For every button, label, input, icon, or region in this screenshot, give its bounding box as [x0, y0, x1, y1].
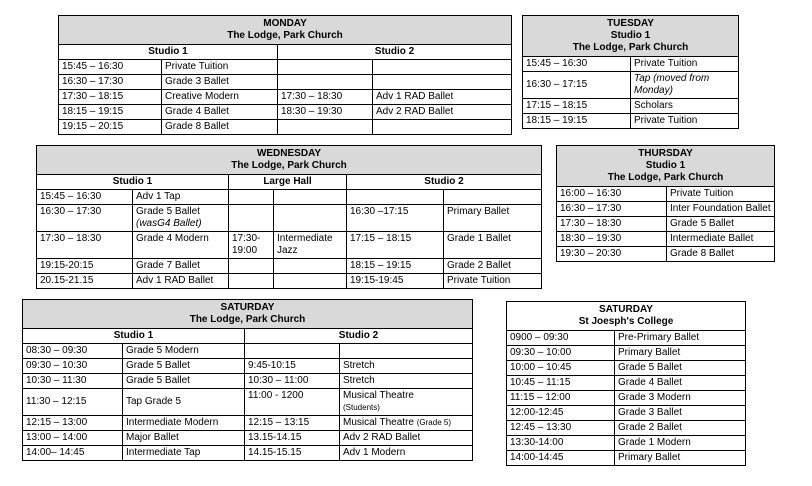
thursday-venue: The Lodge, Park Church [607, 172, 724, 183]
time-cell: 19:15-20:15 [37, 259, 133, 274]
students-note: (Students) [343, 403, 380, 412]
time-cell: 17:30 – 18:15 [59, 90, 162, 105]
thursday-table [556, 145, 775, 262]
class-cell: Grade 5 Ballet [123, 374, 245, 389]
table-row [23, 431, 473, 446]
table-row [523, 57, 739, 72]
saturday-lodge-venue: The Lodge, Park Church [189, 314, 306, 325]
tap-moved-note: Tap (moved from Monday) [634, 73, 710, 96]
saturday-lodge-header [23, 300, 473, 329]
table-row [507, 421, 746, 436]
time-cell: 13:00 – 14:00 [23, 431, 123, 446]
monday-studio1-header: Studio 1 [59, 45, 278, 60]
time-cell: 19:15 – 20:15 [59, 120, 162, 135]
time-cell: 17:30-19:00 [229, 232, 274, 259]
class-cell: Primary Ballet [444, 205, 542, 232]
class-cell: Scholars [631, 99, 739, 114]
table-row [37, 205, 542, 232]
thursday-day: THURSDAY [638, 148, 693, 159]
class-cell: Private Tuition [162, 60, 278, 75]
class-cell: Creative Modern [162, 90, 278, 105]
class-cell: Grade 4 Ballet [615, 376, 746, 391]
class-cell: Private Tuition [667, 187, 775, 202]
table-row [23, 344, 473, 359]
time-cell: 10:30 – 11:30 [23, 374, 123, 389]
class-cell: Grade 5 Ballet [615, 361, 746, 376]
class-cell: Grade 3 Modern [615, 391, 746, 406]
class-cell: Grade 5 Modern [123, 344, 245, 359]
table-row [23, 359, 473, 374]
class-cell [274, 205, 347, 232]
time-cell [347, 190, 444, 205]
class-cell [631, 72, 739, 99]
time-cell: 15:45 – 16:30 [37, 190, 133, 205]
time-cell: 16:30 – 17:30 [59, 75, 162, 90]
time-cell: 0900 – 09:30 [507, 331, 615, 346]
grade5-note: (Grade 5) [416, 418, 451, 427]
time-cell: 11:15 – 12:00 [507, 391, 615, 406]
time-cell: 16:00 – 16:30 [557, 187, 667, 202]
class-cell [274, 190, 347, 205]
time-cell: 12:00-12:45 [507, 406, 615, 421]
class-cell: Grade 5 Ballet [667, 217, 775, 232]
saturday-college-header [507, 302, 746, 331]
class-cell: Intermediate Ballet [667, 232, 775, 247]
time-cell: 19:15-19:45 [347, 274, 444, 289]
thursday-studio: Studio 1 [645, 160, 686, 171]
class-cell: Grade 3 Ballet [162, 75, 278, 90]
time-cell: 11:30 – 12:15 [23, 389, 123, 416]
table-row [523, 99, 739, 114]
time-cell: 10:30 – 11:00 [245, 374, 340, 389]
class-cell: Primary Ballet [615, 346, 746, 361]
class-cell: Grade 5 Ballet [123, 359, 245, 374]
monday-venue: The Lodge, Park Church [227, 30, 343, 41]
table-row [23, 446, 473, 461]
table-row [507, 436, 746, 451]
table-row [507, 346, 746, 361]
class-cell: Adv 1 RAD Ballet [133, 274, 229, 289]
table-row [23, 374, 473, 389]
time-cell: 17:30 – 18:30 [557, 217, 667, 232]
class-cell [373, 60, 512, 75]
time-cell: 9:45-10:15 [245, 359, 340, 374]
time-cell: 10:45 – 11:15 [507, 376, 615, 391]
class-cell: Major Ballet [123, 431, 245, 446]
table-row [23, 416, 473, 431]
wednesday-day: WEDNESDAY [256, 148, 322, 159]
thursday-header [557, 146, 775, 187]
monday-studio2-header: Studio 2 [278, 45, 512, 60]
time-cell: 09:30 – 10:30 [23, 359, 123, 374]
time-cell [245, 344, 340, 359]
time-cell [229, 205, 274, 232]
class-cell: Intermediate Modern [123, 416, 245, 431]
time-cell: 12:15 – 13:15 [245, 416, 340, 431]
class-cell [133, 205, 229, 232]
class-cell: Private Tuition [444, 274, 542, 289]
time-cell: 08:30 – 09:30 [23, 344, 123, 359]
time-cell: 12:15 – 13:00 [23, 416, 123, 431]
class-cell [340, 416, 473, 431]
time-cell: 13:30-14:00 [507, 436, 615, 451]
table-row [37, 274, 542, 289]
class-cell: Grade 3 Ballet [615, 406, 746, 421]
time-cell: 18:15 – 19:15 [523, 114, 631, 129]
table-row [557, 202, 775, 217]
class-cell: Pre-Primary Ballet [615, 331, 746, 346]
table-row [557, 187, 775, 202]
saturday-college-venue: St Joesph's College [578, 316, 674, 327]
tuesday-day: TUESDAY [607, 18, 654, 29]
table-row [507, 406, 746, 421]
class-cell: Private Tuition [631, 57, 739, 72]
class-name: Musical Theatre [343, 417, 414, 428]
table-row [59, 120, 512, 135]
class-cell: Intermediate Tap [123, 446, 245, 461]
class-cell: Grade 1 Ballet [444, 232, 542, 259]
time-cell: 17:30 – 18:30 [278, 90, 373, 105]
time-cell: 17:15 – 18:15 [523, 99, 631, 114]
class-cell: Private Tuition [631, 114, 739, 129]
class-cell: Grade 8 Ballet [162, 120, 278, 135]
class-cell: Adv 1 RAD Ballet [373, 90, 512, 105]
table-row [37, 232, 542, 259]
time-cell: 15:45 – 16:30 [523, 57, 631, 72]
class-cell: Adv 1 Tap [133, 190, 229, 205]
class-cell: Intermediate Jazz [274, 232, 347, 259]
time-cell: 15:45 – 16:30 [59, 60, 162, 75]
table-row [557, 217, 775, 232]
class-cell [340, 344, 473, 359]
saturday-lodge-table [22, 299, 473, 461]
wednesday-venue: The Lodge, Park Church [231, 160, 347, 171]
table-row [507, 331, 746, 346]
saturday-studio2-header: Studio 2 [245, 329, 473, 344]
class-cell: Tap Grade 5 [123, 389, 245, 416]
class-cell: Grade 4 Modern [133, 232, 229, 259]
time-cell: 19:30 – 20:30 [557, 247, 667, 262]
table-row [507, 391, 746, 406]
class-cell [444, 190, 542, 205]
table-row [557, 232, 775, 247]
time-cell: 20.15-21.15 [37, 274, 133, 289]
class-cell: Grade 2 Ballet [444, 259, 542, 274]
saturday-college-table [506, 301, 746, 466]
monday-table [58, 15, 512, 135]
class-cell [274, 274, 347, 289]
class-cell: Stretch [340, 374, 473, 389]
was-g4-note: (wasG4 Ballet) [136, 218, 202, 229]
time-cell [229, 274, 274, 289]
class-cell: Adv 2 RAD Ballet [340, 431, 473, 446]
time-cell [229, 190, 274, 205]
table-row [23, 389, 473, 416]
time-cell [278, 75, 373, 90]
table-row [523, 114, 739, 129]
table-row [37, 190, 542, 205]
class-name: Grade 5 Ballet [136, 206, 200, 217]
table-row [523, 72, 739, 99]
time-cell [278, 60, 373, 75]
table-row [37, 259, 542, 274]
tuesday-table [522, 15, 739, 129]
time-cell: 09:30 – 10:00 [507, 346, 615, 361]
class-cell: Grade 1 Modern [615, 436, 746, 451]
time-cell: 10:00 – 10:45 [507, 361, 615, 376]
saturday-studio1-header: Studio 1 [23, 329, 245, 344]
time-cell: 12:45 – 13:30 [507, 421, 615, 436]
class-cell: Adv 1 Modern [340, 446, 473, 461]
monday-day: MONDAY [263, 18, 307, 29]
table-row [507, 376, 746, 391]
table-row [557, 247, 775, 262]
class-cell: Grade 8 Ballet [667, 247, 775, 262]
table-row [507, 451, 746, 466]
monday-header [59, 16, 512, 45]
table-row [507, 361, 746, 376]
class-cell [274, 259, 347, 274]
table-row [59, 105, 512, 120]
class-cell [373, 75, 512, 90]
time-cell: 17:15 – 18:15 [347, 232, 444, 259]
class-cell: Grade 2 Ballet [615, 421, 746, 436]
table-row [59, 90, 512, 105]
class-cell: Inter Foundation Ballet [667, 202, 775, 217]
time-cell: 14:00– 14:45 [23, 446, 123, 461]
time-cell: 16:30 – 17:30 [37, 205, 133, 232]
time-cell: 18:15 – 19:15 [59, 105, 162, 120]
time-cell: 18:30 – 19:30 [278, 105, 373, 120]
time-cell: 13.15-14.15 [245, 431, 340, 446]
wednesday-table [36, 145, 542, 289]
tuesday-studio: Studio 1 [610, 30, 651, 41]
wednesday-studio2-header: Studio 2 [347, 175, 542, 190]
time-cell [229, 259, 274, 274]
time-cell: 16:30 –17:15 [347, 205, 444, 232]
saturday-lodge-day: SATURDAY [220, 302, 275, 313]
class-cell: Adv 2 RAD Ballet [373, 105, 512, 120]
time-cell: 14:00-14:45 [507, 451, 615, 466]
class-cell [373, 120, 512, 135]
wednesday-header [37, 146, 542, 175]
time-cell: 16:30 – 17:15 [523, 72, 631, 99]
wednesday-studio1-header: Studio 1 [37, 175, 229, 190]
time-cell: 11:00 - 1200 [245, 389, 340, 416]
class-cell: Grade 4 Ballet [162, 105, 278, 120]
class-name: Musical Theatre [343, 390, 414, 401]
table-row [59, 75, 512, 90]
class-cell [340, 389, 473, 416]
time-cell [278, 120, 373, 135]
wednesday-hall-header: Large Hall [229, 175, 347, 190]
time-cell: 14.15-15.15 [245, 446, 340, 461]
time-cell: 16:30 – 17:30 [557, 202, 667, 217]
time-cell: 17:30 – 18:30 [37, 232, 133, 259]
tuesday-header [523, 16, 739, 57]
time-cell: 18:15 – 19:15 [347, 259, 444, 274]
tuesday-venue: The Lodge, Park Church [572, 42, 689, 53]
class-cell: Stretch [340, 359, 473, 374]
class-cell: Primary Ballet [615, 451, 746, 466]
saturday-college-day: SATURDAY [599, 304, 653, 315]
table-row [59, 60, 512, 75]
class-cell: Grade 7 Ballet [133, 259, 229, 274]
time-cell: 18:30 – 19:30 [557, 232, 667, 247]
